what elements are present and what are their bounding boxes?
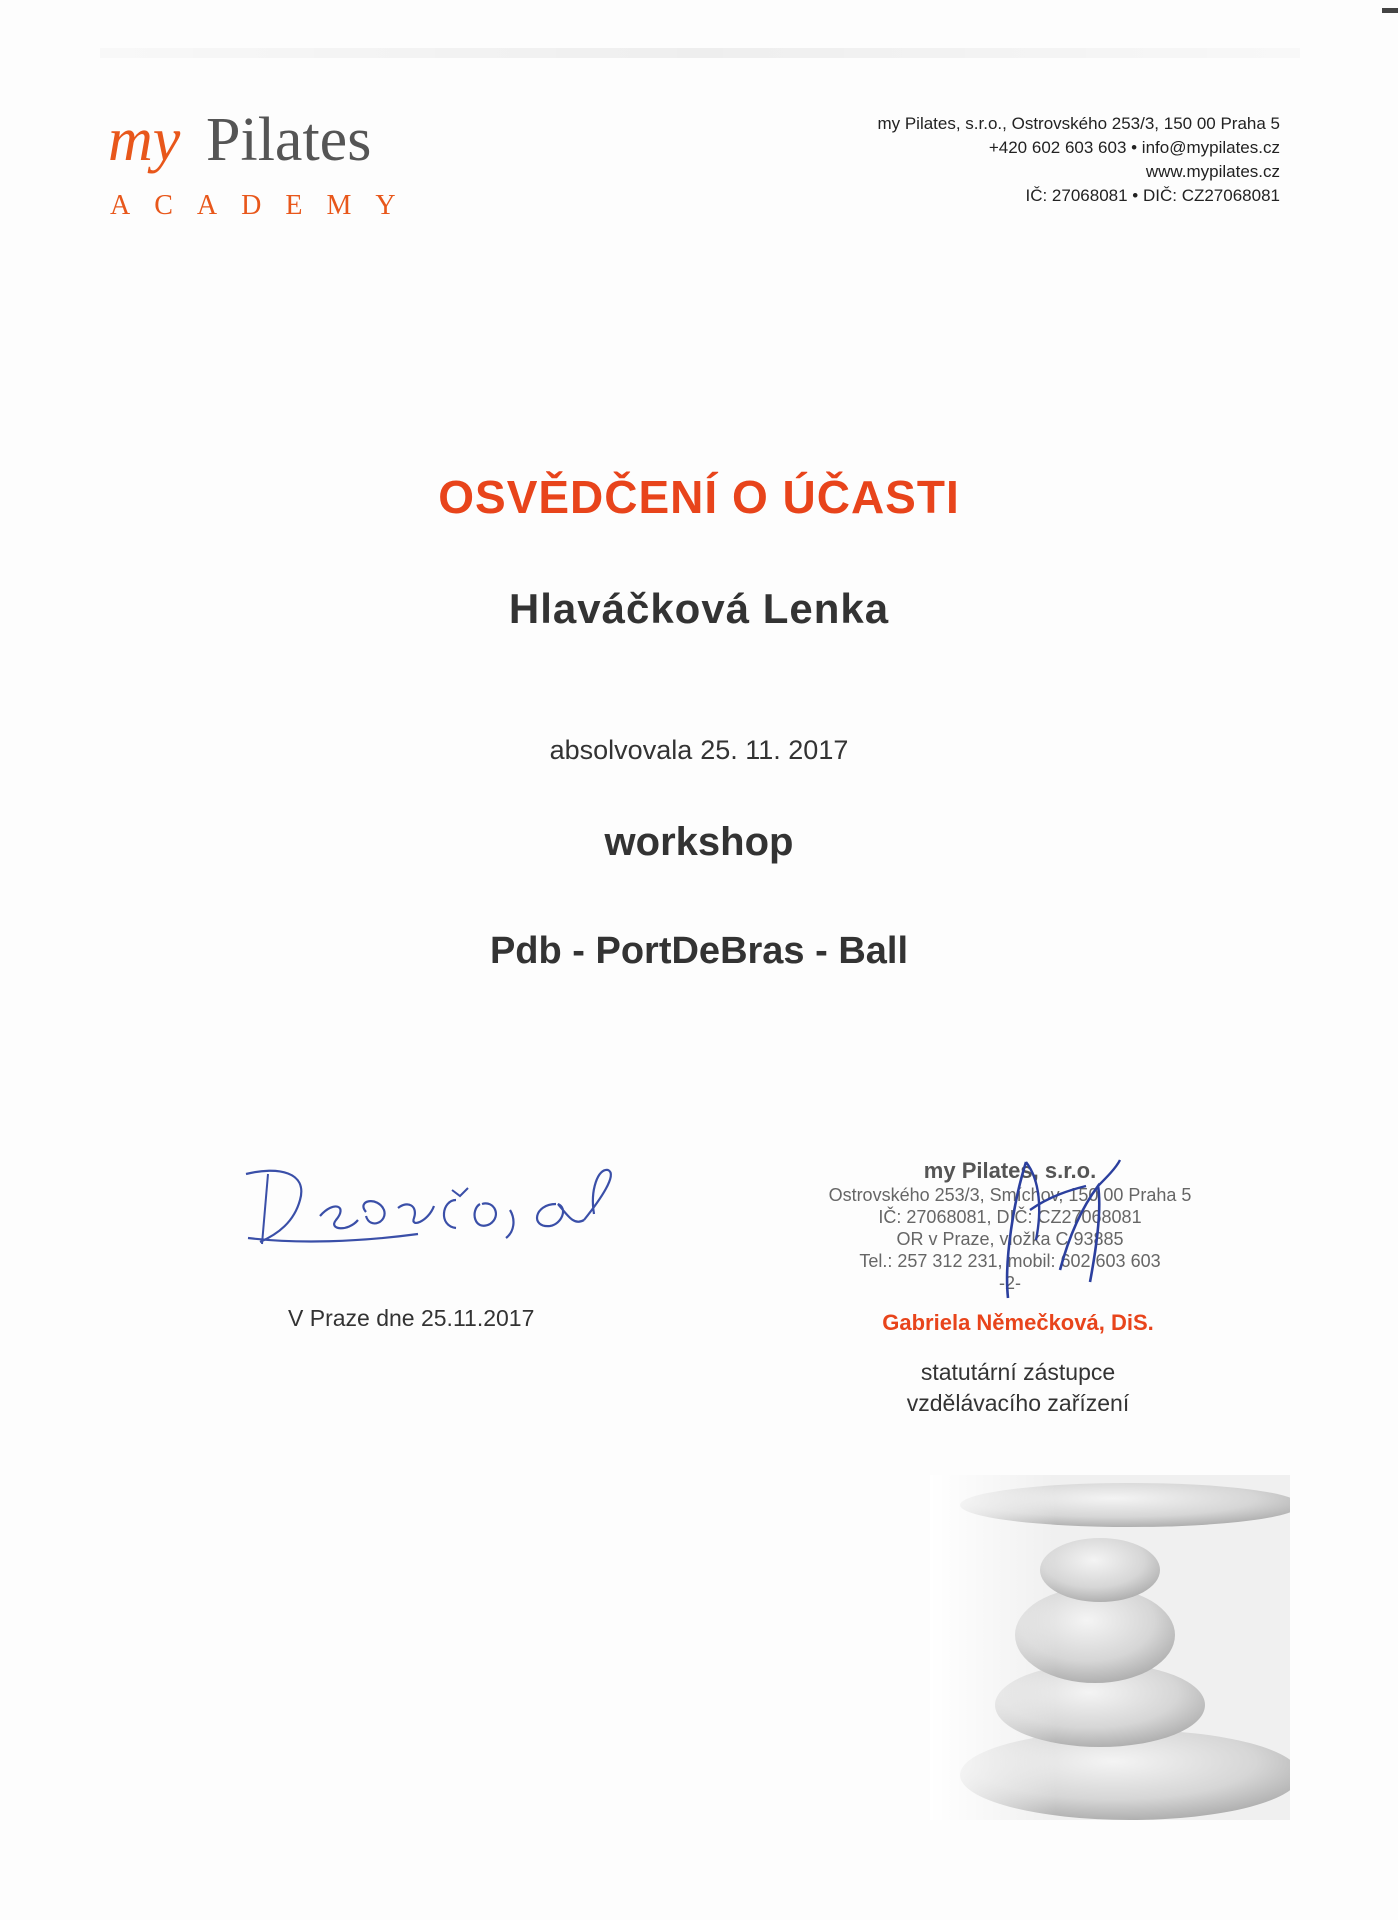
course-name: Pdb - PortDeBras - Ball: [489, 930, 909, 972]
completed-label: absolvovala: [549, 735, 693, 765]
scan-edge-mark: [1382, 8, 1398, 13]
company-contact-block: [720, 112, 1280, 208]
logo-pilates: Pilates: [206, 106, 372, 174]
certificate-title: OSVĚDČENÍ O ÚČASTI: [438, 471, 960, 523]
company-ids: IČ: 27068081 • DIČ: CZ27068081: [1025, 186, 1280, 205]
stamp-ids: IČ: 27068081, DIČ: CZ27068081: [878, 1207, 1142, 1227]
stamp-address: Ostrovského 253/3, Smíchov, 150 00 Praha 5: [828, 1185, 1192, 1205]
stamp-number: -2-: [999, 1273, 1021, 1293]
stamp-company-name: my Pilates, s.r.o.: [923, 1158, 1097, 1183]
logo-academy: ACADEMY: [110, 190, 420, 221]
stacked-stones-illustration: [930, 1475, 1290, 1820]
company-address: my Pilates, s.r.o., Ostrovského 253/3, 150 00 Praha 5: [877, 114, 1280, 133]
completion-line: [0, 735, 1398, 766]
participant-name: Hlaváčková Lenka: [508, 585, 890, 632]
company-phone-email: +420 602 603 603 • info@mypilates.cz: [988, 138, 1280, 157]
event-type: workshop: [604, 820, 794, 864]
signatory-role-line-1: statutární zástupce: [920, 1359, 1116, 1385]
stamp-phone: Tel.: 257 312 231, mobil: 602 603 603: [859, 1251, 1161, 1271]
handwritten-signature-stamp: [930, 1150, 1170, 1310]
handwritten-signature-left: [238, 1160, 658, 1270]
company-website: www.mypilates.cz: [1145, 162, 1280, 181]
signatory-role: [828, 1357, 1208, 1419]
mypilates-logo: [108, 105, 428, 225]
logo-my: my: [108, 106, 181, 174]
signatory-name: Gabriela Němečková, DiS.: [882, 1310, 1154, 1335]
signatory-role-line-2: vzdělávacího zařízení: [906, 1390, 1130, 1416]
stamp-register: OR v Praze, vložka C 93885: [896, 1229, 1124, 1249]
place-and-date: V Praze dne 25.11.2017: [288, 1305, 535, 1331]
completed-date: 25. 11. 2017: [700, 735, 849, 765]
scan-shadow: [100, 48, 1300, 58]
